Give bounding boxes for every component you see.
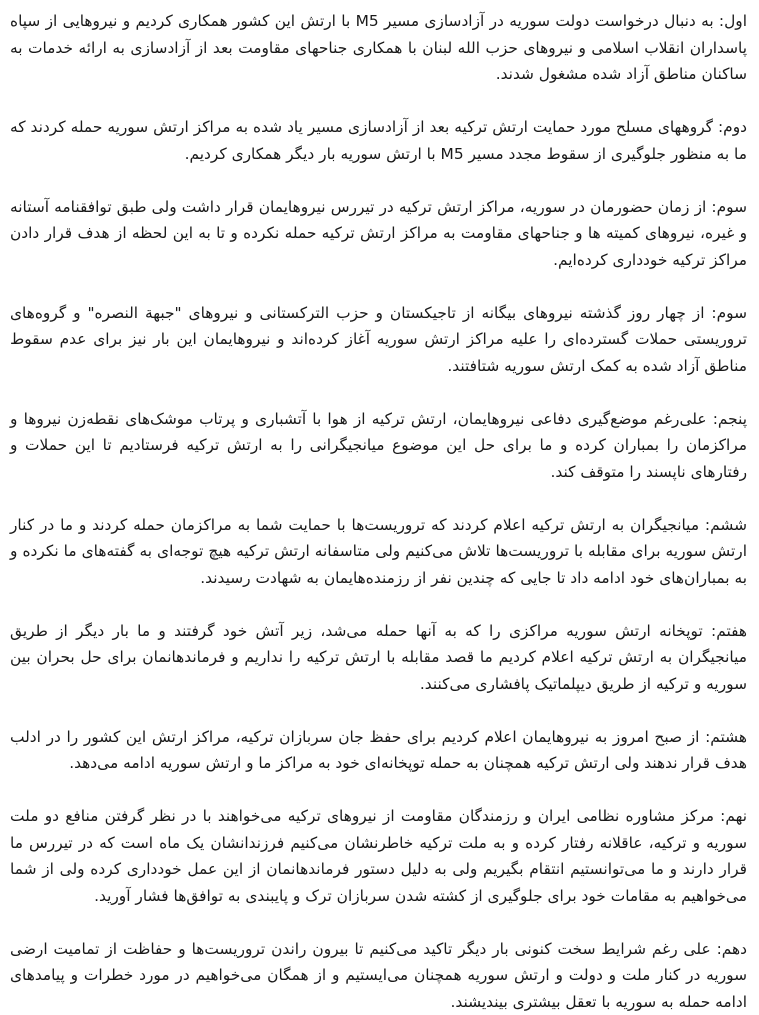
paragraph-eighth: هشتم: از صبح امروز به نیروهایمان اعلام کردیم برای حفظ جان سربازان ترکیه، مراکز ارتش این کشور را در ادلب هدف قرار ندهند ولی ارتش ترکیه همچنان به حمله توپخانه‌ای خود به مراکز ما و ارتش سوریه ادامه می‌دهد. [10,724,747,777]
paragraph-ninth: نهم: مرکز مشاوره نظامی ایران و رزمندگان مقاومت از نیروهای ترکیه می‌خواهند با در نظر گرفتن منافع دو ملت سوریه و ترکیه، عاقلانه رفتار کرده و به ملت ترکیه خاطرنشان می‌کنیم فرزندانشان یک ماه است که در تیررس ما قرار دارند و ما می‌توانستیم انتقام بگیریم ولی به دلیل دستور فرماندهانمان از این عمل خودداری کرده ولی از شما می‌خواهیم به مقامات خود برای جلوگیری از کشته شدن سربازان ترک و پایبندی به توافق‌ها فشار آورید. [10,803,747,909]
paragraph-third: سوم: از زمان حضورمان در سوریه، مراکز ارتش ترکیه در تیررس نیروهایمان قرار داشت ولی طبق توافقنامه آستانه و غیره، نیروهای کمیته ها و جناحهای مقاومت به مراکز ارتش ترکیه حمله نکرده و تا به این لحظه از هدف قرار دادن مراکز ترکیه خودداری کرده‌ایم. [10,194,747,274]
paragraph-sixth: ششم: میانجیگران به ارتش ترکیه اعلام کردند که تروریست‌ها با حمایت شما به مراکزمان حمله کردند و ما در کنار ارتش سوریه برای مقابله با تروریست‌ها تلاش می‌کنیم ولی متاسفانه ارتش ترکیه هیچ توجه‌ای به گفته‌های ما نکرده و به بمباران‌های خود ادامه داد تا جایی که چندین نفر از رزمنده‌هایمان به شهادت رسیدند. [10,512,747,592]
paragraph-seventh: هفتم: توپخانه ارتش سوریه مراکزی را که به آنها حمله می‌شد، زیر آتش خود گرفتند و ما بار دیگر از طریق میانجیگران به ارتش ترکیه اعلام کردیم ما قصد مقابله با ارتش ترکیه را نداریم و فرماندهانمان برای حل بحران بین سوریه و ترکیه از طریق دیپلماتیک پافشاری می‌کنند. [10,618,747,698]
paragraph-first: اول: به دنبال درخواست دولت سوریه در آزادسازی مسیر M5 با ارتش این کشور همکاری کردیم و نیروهایی از سپاه پاسداران انقلاب اسلامی و نیروهای حزب الله لبنان با همکاری جناحهای مقاومت بعد از آزادسازی به ارائه خدمات به ساکنان مناطق آزاد شده مشغول شدند. [10,8,747,88]
paragraph-fifth: پنجم: علی‌رغم موضع‌گیری دفاعی نیروهایمان، ارتش ترکیه از هوا با آتشباری و پرتاب موشک‌های نقطه‌زن نیروها و مراکزمان را بمباران کرده و ما برای حل این موضوع میانجیگرانی را به ارتش ترکیه فرستادیم تا این حملات و رفتارهای ناپسند را متوقف کند. [10,406,747,486]
paragraph-tenth: دهم: علی رغم شرایط سخت کنونی بار دیگر تاکید می‌کنیم تا بیرون راندن تروریست‌ها و حفاظت از تمامیت ارضی سوریه در کنار ملت و دولت و ارتش سوریه همچنان می‌ایستیم و از همگان می‌خواهیم در مورد خطرات و پیامدهای ادامه حمله به سوریه با تعقل بیشتری بیندیشند. [10,936,747,1015]
paragraph-second: دوم: گروههای مسلح مورد حمایت ارتش ترکیه بعد از آزادسازی مسیر یاد شده به مراکز ارتش سوریه حمله کردند که ما به منظور جلوگیری از سقوط مجدد مسیر M5 با ارتش سوریه بار دیگر همکاری کردیم. [10,114,747,167]
paragraph-fourth: سوم: از چهار روز گذشته نیروهای بیگانه از تاجیکستان و حزب الترکستانی و نیروهای "جبهة النصره" و گروه‌های تروریستی حملات گسترده‌ای را علیه مراکز ارتش سوریه آغاز کرده‌اند و نیروهایمان این بار نیز برای عدم سقوط مناطق آزاد شده به کمک ارتش سوریه شتافتند. [10,300,747,380]
